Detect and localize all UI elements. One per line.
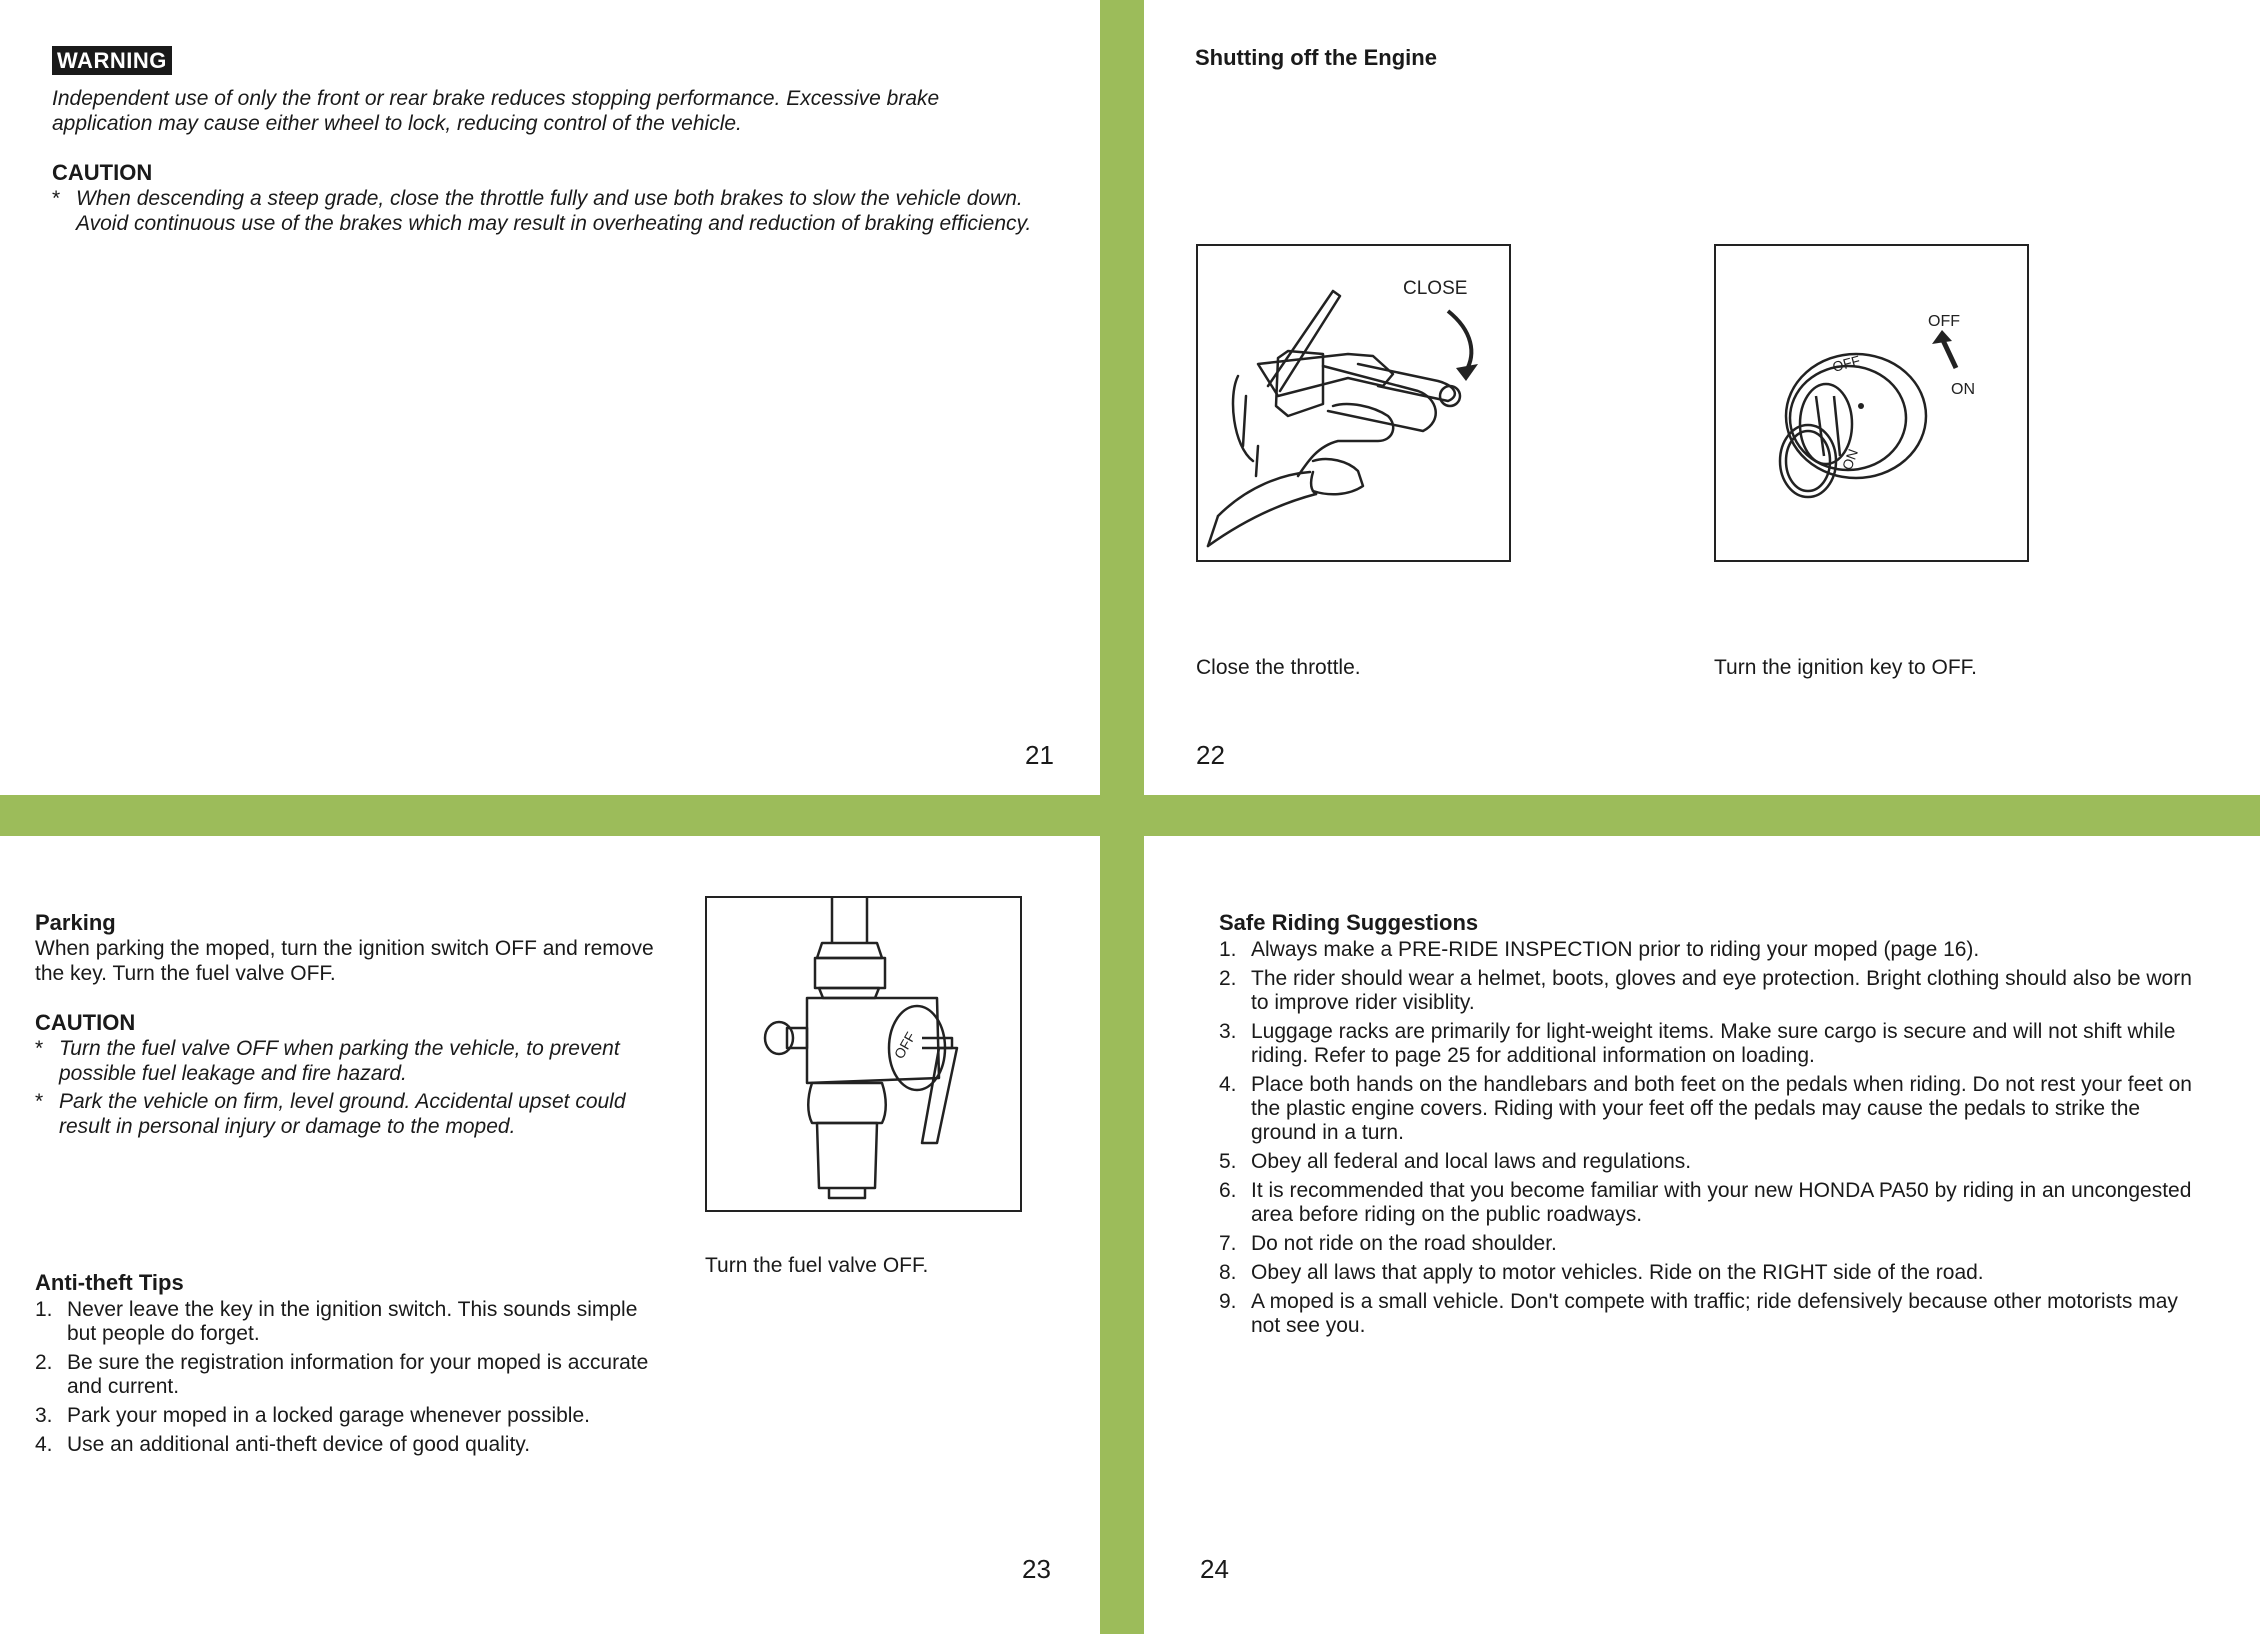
caution-item: [52, 186, 1037, 236]
bullet-asterisk: *: [52, 187, 61, 210]
parking-title: Parking: [35, 910, 116, 935]
warning-text: Independent use of only the front or rear brake reduces stopping performance. Excessive brake application may cause either wheel to lock, reducing control of the vehicle.: [52, 87, 940, 135]
list-item: 2. The rider should wear a helmet, boots, gloves and eye protection. Bright clothing should also be worn to improve rider visiblity.: [1219, 967, 2192, 1014]
arrow-to-off-icon: [1932, 330, 1952, 344]
antitheft-title: Anti-theft Tips: [35, 1270, 184, 1295]
ignition-caption: Turn the ignition key to OFF.: [1714, 656, 1978, 679]
page-22: [1144, 0, 2260, 795]
list-item: 3. Park your moped in a locked garage whenever possible.: [35, 1404, 590, 1427]
list-item: 9. A moped is a small vehicle. Don't compete with traffic; ride defensively because other motorists may not see you.: [1219, 1290, 2178, 1337]
list-item: 1. Never leave the key in the ignition switch. This sounds simple but people do forget.: [35, 1298, 638, 1345]
list-item: 7. Do not ride on the road shoulder.: [1219, 1232, 1557, 1255]
section-title: Safe Riding Suggestions: [1219, 910, 1479, 935]
page-number: 23: [1022, 1554, 1051, 1584]
fuel-valve-figure: [705, 896, 1022, 1212]
caution-item: [35, 1036, 672, 1086]
warning-block: [52, 48, 172, 74]
page-number: 21: [1025, 740, 1054, 770]
warning-label: WARNING: [52, 46, 172, 75]
bullet-asterisk: *: [35, 1090, 44, 1113]
fuel-valve-illustration: [707, 898, 1020, 1210]
valve-off-label: OFF: [890, 1029, 919, 1062]
list-item: 6. It is recommended that you become familiar with your new HONDA PA50 by riding in an uncongested area before riding on the public roadways.: [1219, 1179, 2192, 1226]
close-arrow-icon: [1456, 364, 1478, 381]
ignition-figure: [1714, 244, 2029, 562]
caution-item-text: Turn the fuel valve OFF when parking the vehicle, to prevent possible fuel leakage and fire hazard.: [59, 1037, 620, 1085]
page-number: 24: [1200, 1554, 1229, 1584]
caution-item: [35, 1089, 672, 1139]
list-item: 1. Always make a PRE-RIDE INSPECTION prior to riding your moped (page 16).: [1219, 938, 1980, 961]
list-item: 4. Place both hands on the handlebars and both feet on the pedals when riding. Do not rest your feet on the plastic engine covers. Riding with your feet off the pedals may cause the pedals to strike the ground in a turn.: [1219, 1073, 2192, 1144]
list-item: 3. Luggage racks are primarily for light-weight items. Make sure cargo is secure and will not shift while riding. Refer to page 25 for additional information on loading.: [1219, 1020, 2176, 1067]
page-21: [0, 0, 1100, 795]
list-item: 5. Obey all federal and local laws and regulations.: [1219, 1150, 1692, 1173]
antitheft-list: [35, 1298, 672, 1462]
section-title: Shutting off the Engine: [1195, 45, 1437, 70]
list-item: 2. Be sure the registration information for your moped is accurate and current.: [35, 1351, 649, 1398]
list-item: 8. Obey all laws that apply to motor vehicles. Ride on the RIGHT side of the road.: [1219, 1261, 1984, 1284]
svg-text:ON: ON: [1838, 446, 1862, 473]
caution-item-text: Park the vehicle on firm, level ground. Accidental upset could result in personal injury or damage to the moped.: [59, 1090, 626, 1138]
throttle-caption: Close the throttle.: [1196, 656, 1361, 679]
svg-text:OFF: OFF: [1830, 352, 1862, 375]
page-23: [0, 836, 1100, 1634]
bullet-asterisk: *: [35, 1037, 44, 1060]
throttle-illustration: [1198, 246, 1509, 560]
close-label: CLOSE: [1403, 278, 1468, 299]
caution-title: CAUTION: [52, 160, 153, 185]
fuel-valve-caption: Turn the fuel valve OFF.: [705, 1254, 929, 1277]
throttle-figure: [1196, 244, 1511, 562]
parking-text: When parking the moped, turn the ignition switch OFF and remove the key. Turn the fuel valve OFF.: [35, 937, 654, 985]
page-24: [1144, 836, 2260, 1634]
ignition-illustration: [1716, 246, 2027, 560]
page-number: 22: [1196, 740, 1225, 770]
on-label: ON: [1951, 381, 1975, 398]
safe-riding-list: [1219, 938, 2199, 1343]
caution-title: CAUTION: [35, 1010, 136, 1035]
center-binding-band-horizontal: [0, 795, 2260, 836]
list-item: 4. Use an additional anti-theft device of good quality.: [35, 1433, 531, 1456]
off-label: OFF: [1928, 313, 1960, 330]
caution-item-text: When descending a steep grade, close the throttle fully and use both brakes to slow the vehicle down. Avoid continuous use of the brakes which may result in overheating and reduction of braking efficiency.: [76, 187, 1032, 235]
